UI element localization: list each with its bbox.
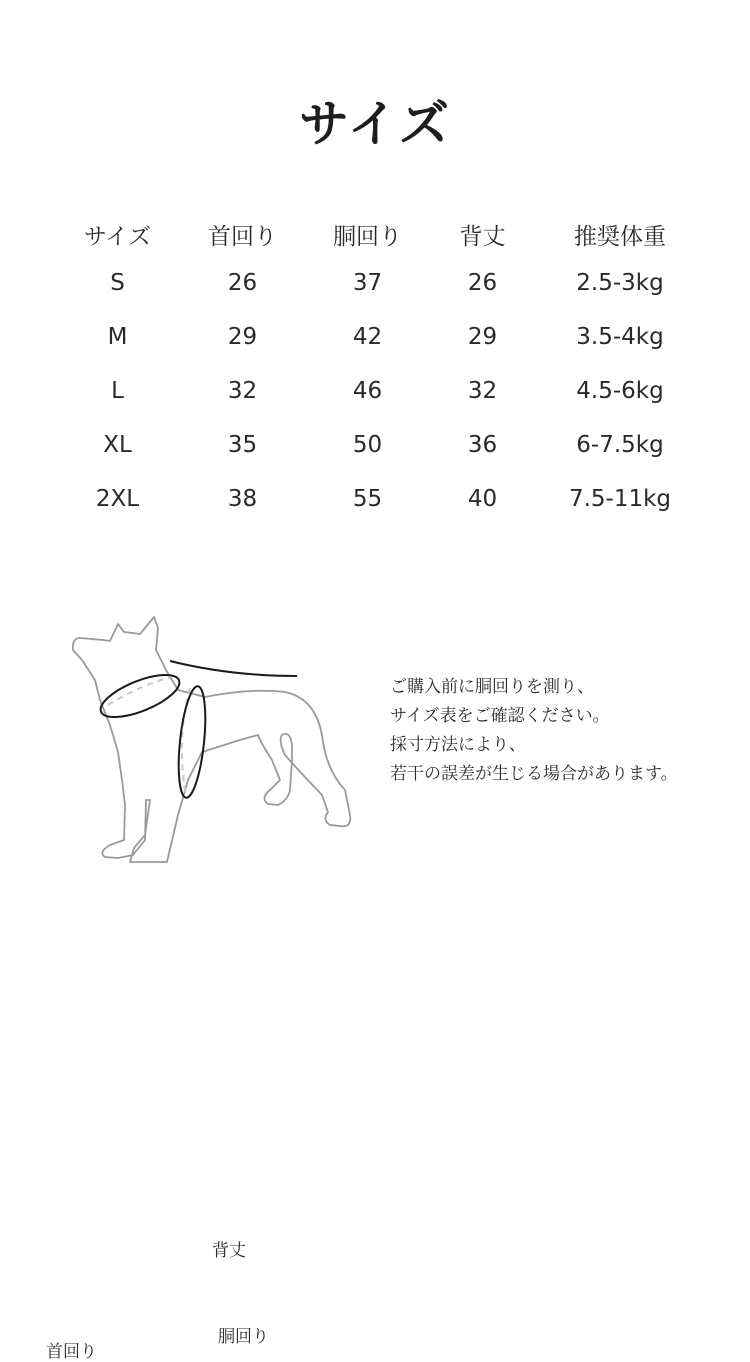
dog-outline-icon <box>0 600 380 900</box>
cell-size: S <box>110 270 125 296</box>
page-title: サイズ <box>299 95 451 153</box>
cell-weight: 3.5-4kg <box>576 324 664 350</box>
label-neck: 首回り <box>46 1342 97 1362</box>
note-line: 若干の誤差が生じる場合があります。 <box>390 764 678 784</box>
cell-neck: 29 <box>227 324 258 350</box>
header-size: サイズ <box>83 223 152 250</box>
cell-neck: 32 <box>227 378 258 404</box>
table-row <box>60 472 700 526</box>
cell-back-length: 29 <box>467 324 498 350</box>
cell-neck: 38 <box>227 486 258 512</box>
cell-chest: 37 <box>352 270 383 296</box>
table-row <box>60 310 700 364</box>
cell-chest: 42 <box>352 324 383 350</box>
cell-chest: 55 <box>352 486 383 512</box>
measurement-note <box>390 673 740 789</box>
cell-weight: 7.5-11kg <box>568 486 672 512</box>
cell-size: 2XL <box>95 486 140 512</box>
note-line: 採寸方法により、 <box>390 735 526 755</box>
measurement-diagram <box>0 600 380 1362</box>
cell-weight: 4.5-6kg <box>576 378 664 404</box>
cell-weight: 6-7.5kg <box>576 432 664 458</box>
cell-chest: 46 <box>352 378 383 404</box>
cell-back-length: 26 <box>467 270 498 296</box>
cell-back-length: 32 <box>467 378 498 404</box>
header-neck: 首回り <box>208 223 277 250</box>
header-back-length: 背丈 <box>459 223 506 250</box>
label-chest: 胴回り <box>218 1327 269 1347</box>
note-line: ご購入前に胴回りを測り、 <box>390 677 594 697</box>
cell-weight: 2.5-3kg <box>576 270 664 296</box>
cell-size: M <box>107 324 128 350</box>
table-row <box>60 364 700 418</box>
size-table <box>60 212 700 526</box>
cell-neck: 26 <box>227 270 258 296</box>
cell-back-length: 36 <box>467 432 498 458</box>
table-header-row <box>60 212 700 256</box>
label-back-length: 背丈 <box>212 1241 246 1261</box>
cell-size: XL <box>103 432 132 458</box>
cell-size: L <box>111 378 124 404</box>
note-line: サイズ表をご確認ください。 <box>390 706 610 726</box>
cell-chest: 50 <box>352 432 383 458</box>
table-row <box>60 256 700 310</box>
table-row <box>60 418 700 472</box>
cell-neck: 35 <box>227 432 258 458</box>
header-chest: 胴回り <box>333 223 402 250</box>
cell-back-length: 40 <box>467 486 498 512</box>
header-recommended-weight: 推奨体重 <box>574 223 666 250</box>
